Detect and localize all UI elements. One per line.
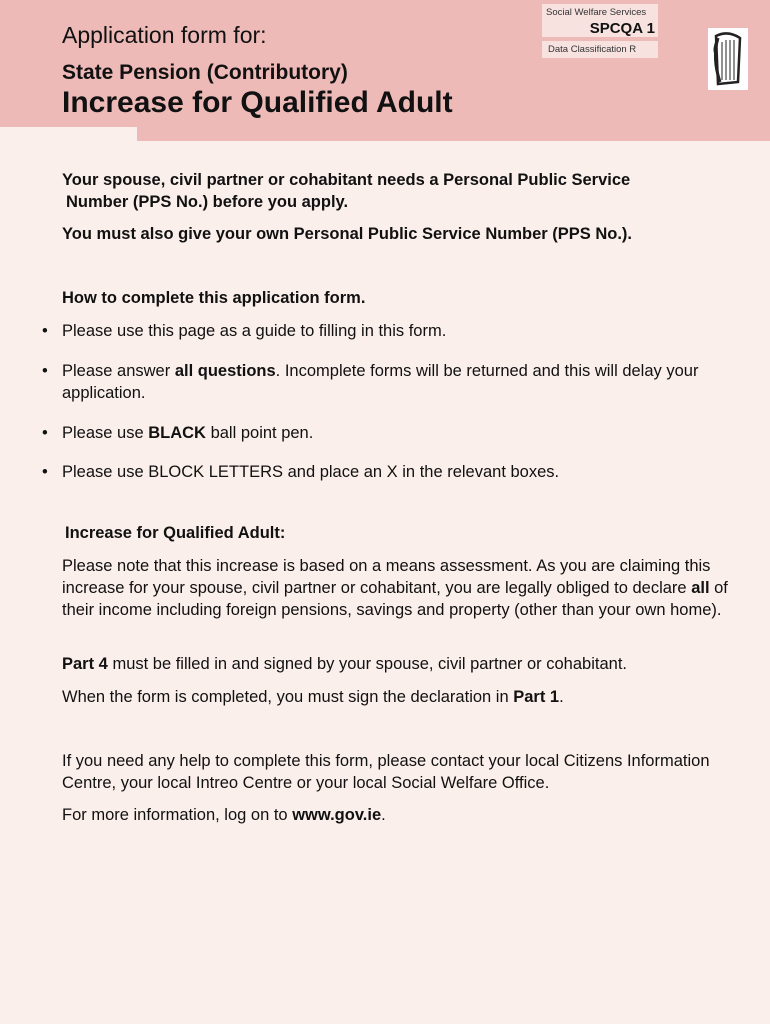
- data-classification: Data Classification R: [548, 44, 637, 55]
- bullet-dot: •: [42, 463, 48, 481]
- how-heading: How to complete this application form.: [62, 289, 366, 307]
- intro-line-1a: Your spouse, civil partner or cohabitant needs a Personal Public Service: [62, 171, 631, 189]
- bullet-text: Please answer all questions. Incomplete forms will be returned and this will delay your application.: [62, 362, 699, 402]
- department-label: Social Welfare Services: [546, 7, 647, 18]
- bullet-text: Please use BLACK ball point pen.: [62, 424, 314, 442]
- intro-line-2: You must also give your own Personal Public Service Number (PPS No.).: [62, 225, 632, 243]
- application-form-for-label: Application form for:: [62, 22, 267, 48]
- bullet-text: Please use this page as a guide to filling in this form.: [62, 322, 447, 340]
- more-info-paragraph: For more information, log on to www.gov.ie.: [62, 806, 386, 824]
- form-title: Increase for Qualified Adult: [62, 86, 453, 119]
- iqa-paragraph-3: When the form is completed, you must sign the declaration in Part 1.: [62, 688, 564, 706]
- classification-box: [542, 41, 658, 58]
- bullet-dot: •: [42, 362, 48, 380]
- form-subtitle: State Pension (Contributory): [62, 61, 348, 84]
- bullet-dot: •: [42, 322, 48, 340]
- intro-line-1: [62, 169, 742, 213]
- bullet-text: Please use BLOCK LETTERS and place an X in the relevant boxes.: [62, 463, 560, 481]
- intro-line-1b: Number (PPS No.) before you apply.: [66, 193, 349, 211]
- reference-box: [542, 4, 658, 37]
- iqa-paragraph-1: Please note that this increase is based on a means assessment. As you are claiming this increase for your spouse, civil partner or cohabitant, you are legally obliged to declare all of their income including foreign pensions, savings and property (other than your own home).: [62, 557, 728, 619]
- header-strip: [137, 127, 770, 141]
- form-code: SPCQA 1: [589, 20, 655, 37]
- iqa-heading: Increase for Qualified Adult:: [65, 524, 286, 542]
- help-paragraph: If you need any help to complete this form, please contact your local Citizens Information Centre, your local Intreo Centre or your local Social Welfare Office.: [62, 752, 710, 792]
- iqa-paragraph-2: Part 4 must be filled in and signed by your spouse, civil partner or cohabitant.: [62, 655, 627, 673]
- harp-icon: [708, 28, 748, 90]
- gov-link[interactable]: www.gov.ie: [292, 806, 382, 824]
- bullet-dot: •: [42, 424, 48, 442]
